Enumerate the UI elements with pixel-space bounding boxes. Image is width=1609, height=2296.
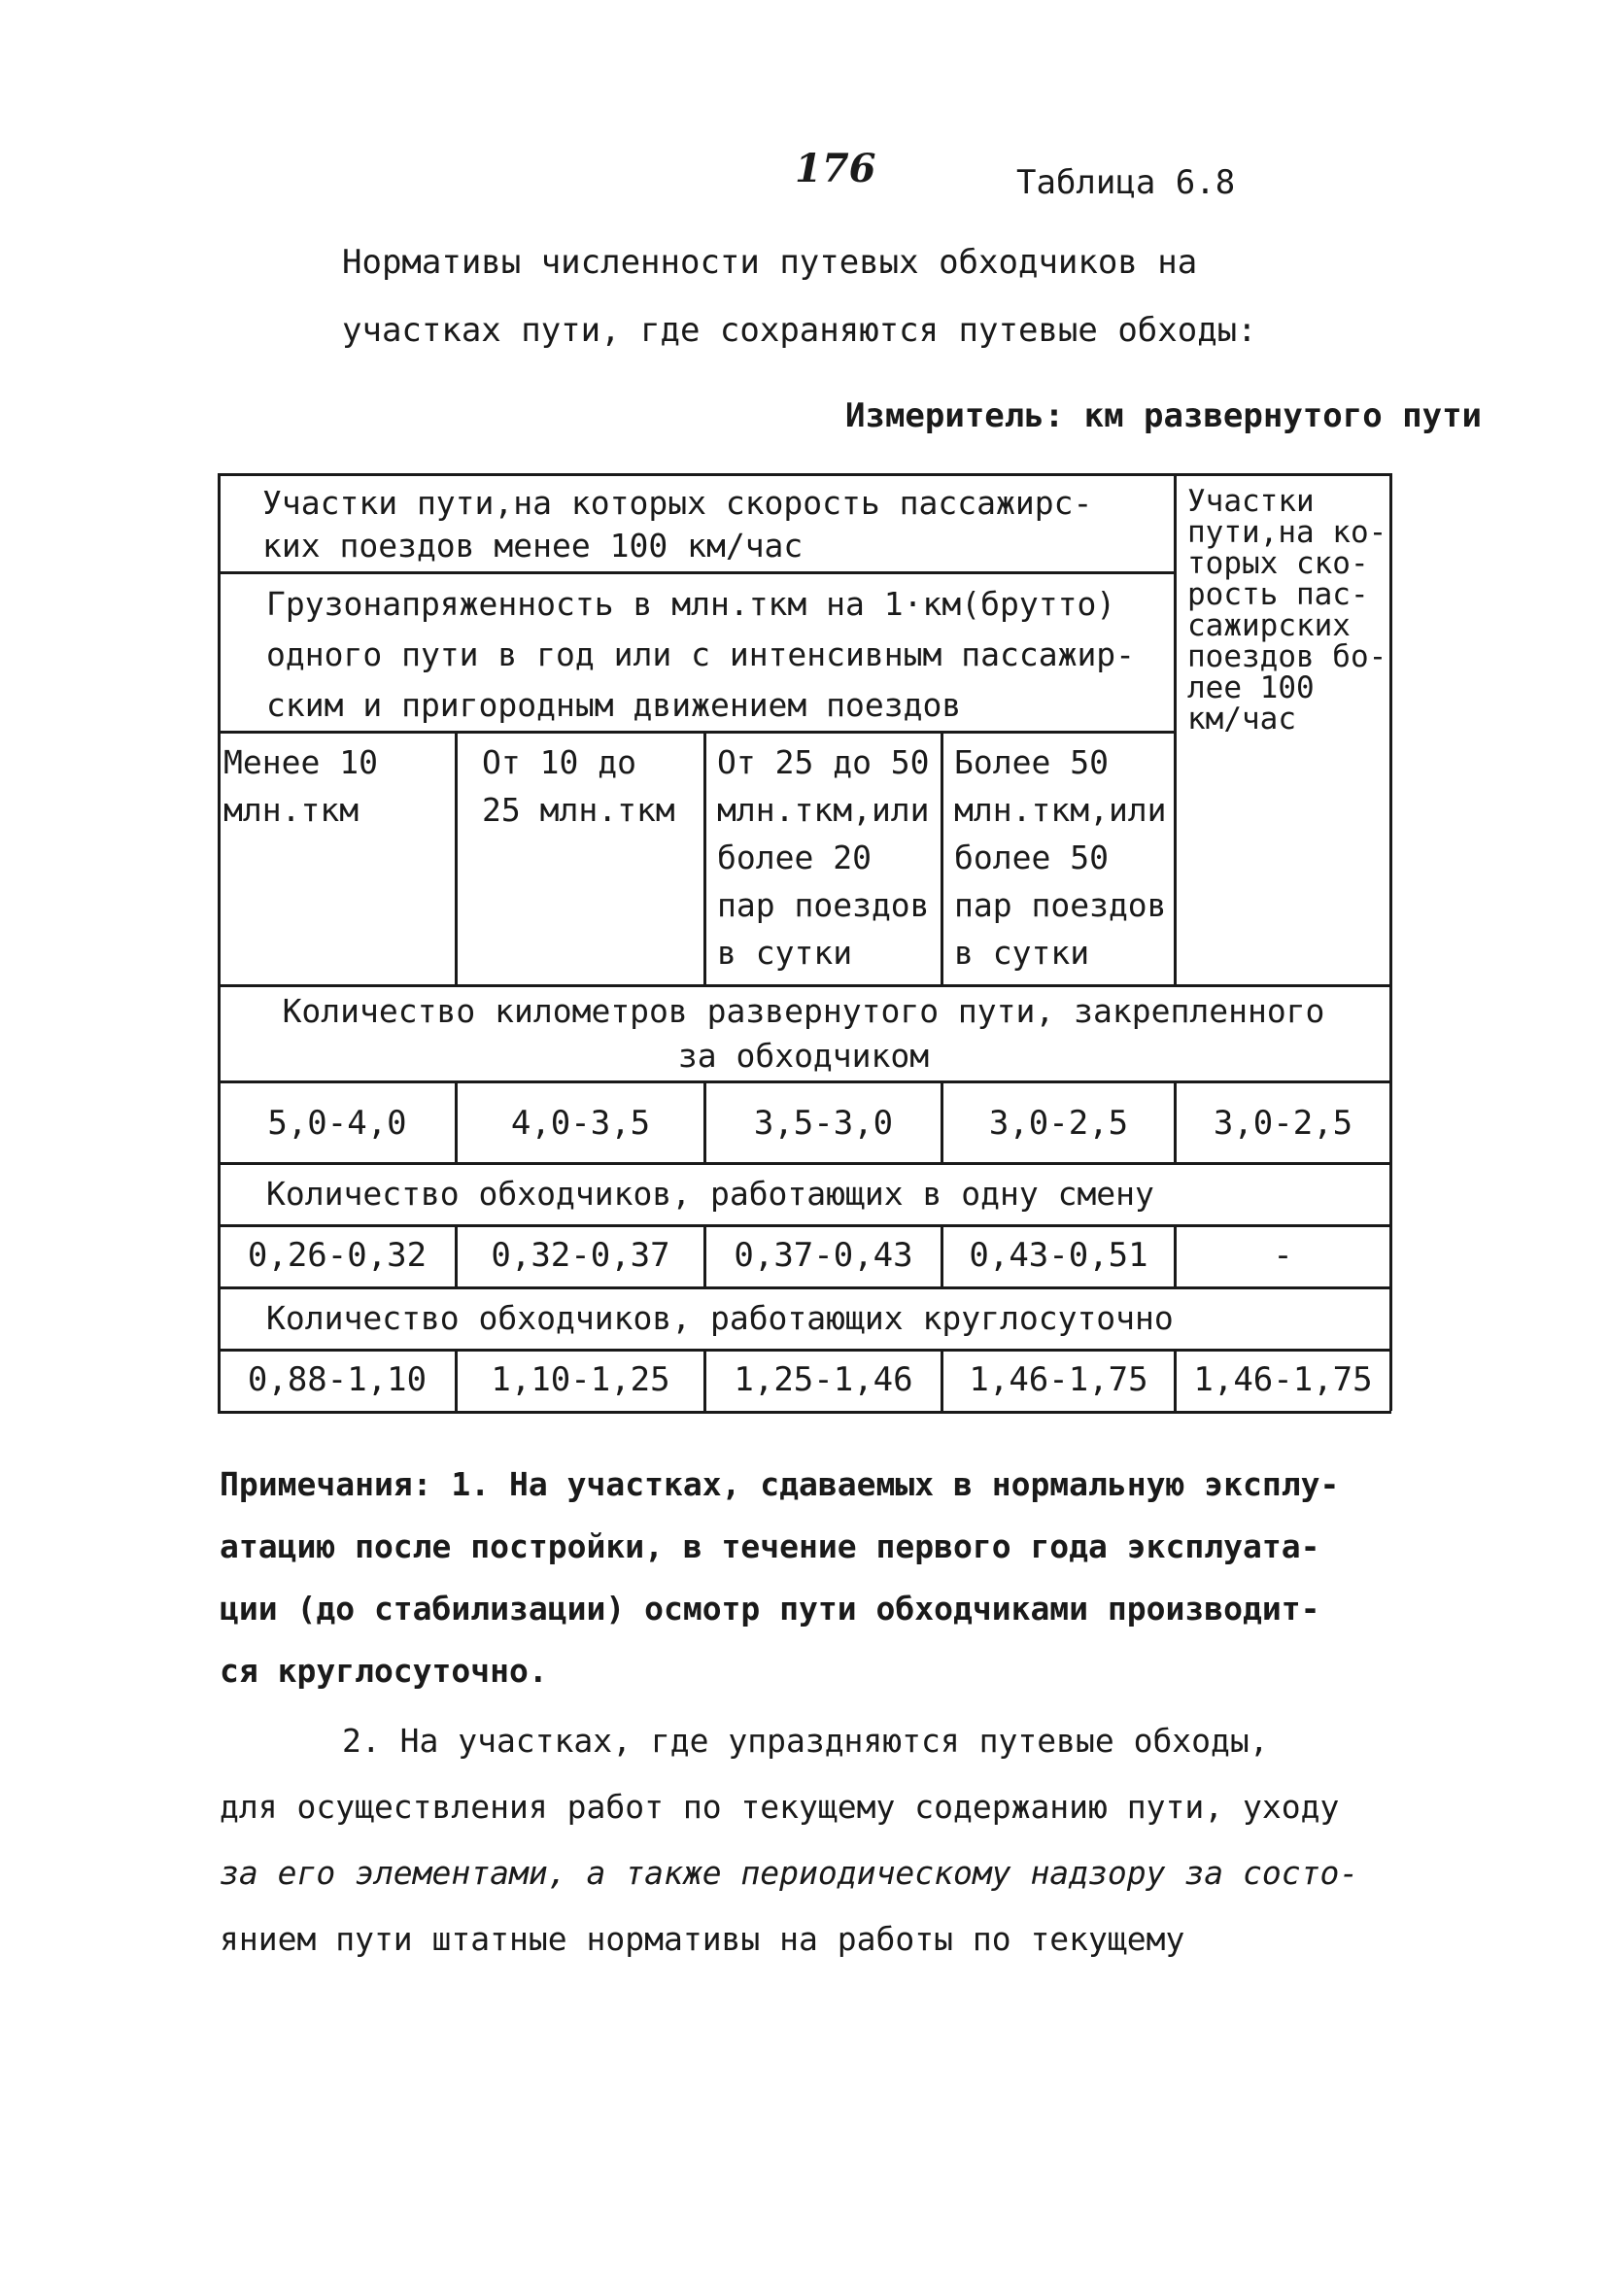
shift-value: 0,26-0,32 — [247, 1236, 428, 1275]
table-rule — [455, 731, 458, 984]
km-value: 3,5-3,0 — [753, 1104, 894, 1143]
note-1-line: ции (до стабилизации) осмотр пути обходчиками производит- — [220, 1590, 1320, 1628]
table-rule — [218, 1162, 1391, 1165]
km-value: 4,0-3,5 — [510, 1104, 651, 1143]
shift-value: - — [1273, 1236, 1293, 1275]
roundclock-value: 1,46-1,75 — [969, 1360, 1148, 1399]
note-2-line: 2. На участках, где упраздняются путевые обходы, — [342, 1722, 1269, 1760]
table-rule — [1389, 473, 1392, 1411]
table-rule — [218, 1411, 1391, 1414]
column-header-25-50: От 25 до 50 млн.ткм,или более 20 пар поездов в сутки — [717, 743, 930, 972]
header-passenger-under-100: Участки пути,на которых скорость пассажирс- ких поездов менее 100 км/час — [262, 484, 1093, 565]
shift-value: 0,43-0,51 — [969, 1236, 1148, 1275]
shift-value: 0,37-0,43 — [734, 1236, 913, 1275]
header-passenger-over-100: Участки пути,на ко- торых ско- рость пас- сажирских поездов бо- лее 100 км/час — [1187, 484, 1387, 737]
table-rule — [1174, 473, 1177, 984]
note-1-line: Примечания: 1. На участках, сдаваемых в нормальную эксплу- — [220, 1465, 1340, 1503]
table-rule — [218, 1080, 1391, 1083]
table-rule — [941, 731, 943, 984]
table-rule — [218, 731, 1174, 734]
table-rule — [703, 731, 706, 984]
note-1-line: атацию после постройки, в течение первого года эксплуата- — [220, 1527, 1320, 1565]
roundclock-value: 1,46-1,75 — [1193, 1360, 1373, 1399]
unit-label: Измеритель: км развернутого пути — [845, 396, 1483, 435]
note-2-line: за его элементами, а также периодическому надзору за состо- — [220, 1854, 1359, 1892]
roundclock-value: 1,25-1,46 — [734, 1360, 913, 1399]
note-2-line: янием пути штатные нормативы на работы по текущему — [220, 1920, 1185, 1958]
km-value: 3,0-2,5 — [988, 1104, 1129, 1143]
table-rule — [218, 984, 1391, 987]
section-roundclock-title: Количество обходчиков, работающих круглосуточно — [266, 1299, 1174, 1337]
table-rule — [218, 1286, 1391, 1289]
table-rule — [218, 1224, 1391, 1227]
table-rule — [218, 571, 1174, 574]
table-rule — [218, 473, 1391, 476]
table-title-line-2: участках пути, где сохраняются путевые обходы: — [342, 311, 1257, 350]
section-km-title: Количество километров развернутого пути, закрепленного за обходчиком — [282, 992, 1325, 1075]
km-value: 5,0-4,0 — [267, 1104, 407, 1143]
table-title-line-1: Нормативы численности путевых обходчиков на — [342, 243, 1198, 282]
note-2-line: для осуществления работ по текущему содержанию пути, уходу — [220, 1788, 1340, 1826]
column-header-over-50: Более 50 млн.ткм,или более 50 пар поездов в сутки — [954, 743, 1167, 972]
table-label: Таблица 6.8 — [1016, 163, 1236, 202]
column-header-under-10: Менее 10 млн.ткм — [223, 743, 378, 829]
section-shift-title: Количество обходчиков, работающих в одну смену — [266, 1175, 1154, 1213]
column-header-10-25: От 10 до 25 млн.ткм — [482, 743, 675, 829]
roundclock-value: 0,88-1,10 — [247, 1360, 428, 1399]
km-value: 3,0-2,5 — [1213, 1104, 1353, 1143]
table-rule — [218, 1349, 1391, 1352]
roundclock-value: 1,10-1,25 — [491, 1360, 670, 1399]
note-1-line: ся круглосуточно. — [220, 1652, 548, 1690]
header-tonnage: Грузонапряженность в млн.ткм на 1·км(брутто) одного пути в год или с интенсивным пассажир- ским и пригородным движением поездов — [266, 585, 1136, 724]
shift-value: 0,32-0,37 — [491, 1236, 670, 1275]
page-number: 176 — [795, 146, 876, 191]
